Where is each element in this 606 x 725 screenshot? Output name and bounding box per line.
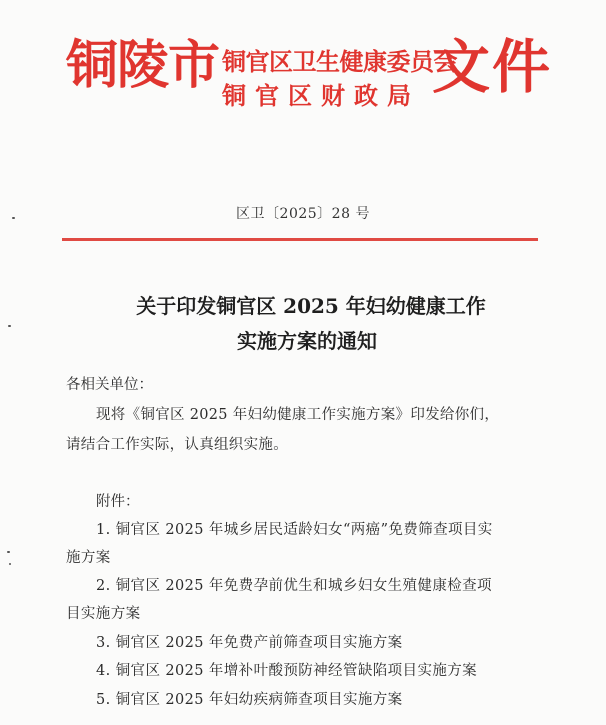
attachment-item: 3. 铜官区 2025 年免费产前筛查项目实施方案 <box>96 635 403 651</box>
margin-speck <box>8 325 11 327</box>
header-doc-type: 文件 <box>432 33 553 101</box>
document-title-line2: 实施方案的通知 <box>237 329 377 353</box>
attachment-item: 5. 铜官区 2025 年妇幼疾病筛查项目实施方案 <box>96 692 403 708</box>
margin-speck <box>12 217 15 219</box>
attachment-item-continued: 施方案 <box>66 550 111 566</box>
margin-speck <box>9 563 11 565</box>
header-org-health-commission: 铜官区卫生健康委员会 <box>222 47 457 76</box>
salutation: 各相关单位： <box>66 377 153 393</box>
document-number: 区卫〔2025〕28 号 <box>236 206 370 222</box>
attachments-label: 附件： <box>96 494 140 510</box>
body-paragraph-line1: 现将《铜官区 2025 年妇幼健康工作实施方案》印发给你们， <box>96 407 500 423</box>
margin-speck <box>7 551 10 553</box>
attachment-item-continued: 目实施方案 <box>66 606 141 622</box>
attachment-item: 2. 铜官区 2025 年免费孕前优生和城乡妇女生殖健康检查项 <box>96 578 492 594</box>
red-divider-line <box>62 238 538 241</box>
attachment-item: 4. 铜官区 2025 年增补叶酸预防神经管缺陷项目实施方案 <box>96 663 478 679</box>
attachment-item: 1. 铜官区 2025 年城乡居民适龄妇女“两癌”免费筛查项目实 <box>96 522 493 538</box>
document-title-line1: 关于印发铜官区 2025 年妇幼健康工作 <box>136 294 486 318</box>
header-city: 铜陵市 <box>66 35 220 96</box>
body-paragraph-line2: 请结合工作实际，认真组织实施。 <box>66 437 288 453</box>
header-org-finance-bureau: 铜官区财政局 <box>222 81 420 110</box>
